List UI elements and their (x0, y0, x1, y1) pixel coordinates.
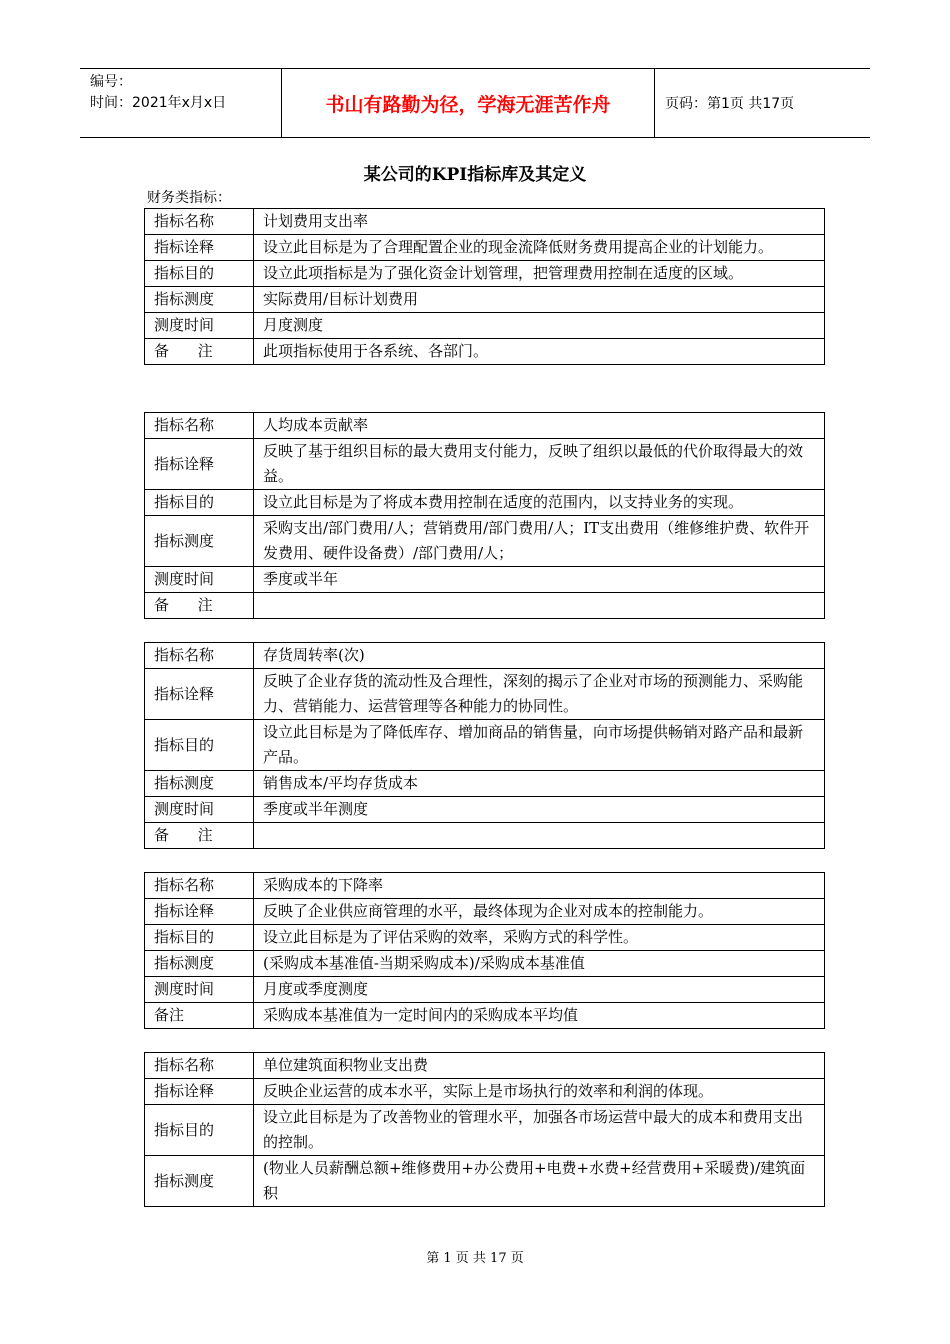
row-value: 实际费用/目标计划费用 (254, 287, 825, 313)
row-value: 采购成本的下降率 (254, 873, 825, 899)
row-label: 指标名称 (145, 413, 254, 439)
row-value: 反映了基于组织目标的最大费用支付能力，反映了组织以最低的代价取得最大的效益。 (254, 439, 825, 490)
header-page-number: 页码：第1页 共17页 (665, 96, 795, 112)
row-value: 人均成本贡献率 (254, 413, 825, 439)
table-row (145, 720, 825, 771)
row-value: 单位建筑面积物业支出费 (254, 1053, 825, 1079)
table-row (145, 1053, 825, 1079)
row-label: 测度时间 (145, 977, 254, 1003)
row-label: 测度时间 (145, 313, 254, 339)
kpi-table-2 (144, 412, 825, 619)
table-row (145, 669, 825, 720)
kpi-table-3 (144, 642, 825, 849)
header-number: 编号： (90, 74, 132, 90)
section-heading: 财务类指标： (147, 190, 231, 206)
table-row (145, 490, 825, 516)
row-label: 指标诠释 (145, 1079, 254, 1105)
document-title: 某公司的KPI指标库及其定义 (363, 165, 587, 185)
row-value: 设立此目标是为了改善物业的管理水平，加强各市场运营中最大的成本和费用支出的控制。 (254, 1105, 825, 1156)
table-row (145, 1156, 825, 1207)
row-value (254, 593, 825, 619)
header-motto: 书山有路勤为径，学海无涯苦作舟 (282, 69, 655, 137)
row-value: 采购成本基准值为一定时间内的采购成本平均值 (254, 1003, 825, 1029)
row-label: 指标测度 (145, 771, 254, 797)
row-value: 反映了企业存货的流动性及合理性，深刻的揭示了企业对市场的预测能力、采购能力、营销能力、运营管理等各种能力的协同性。 (254, 669, 825, 720)
row-value: 设立此目标是为了将成本费用控制在适度的范围内，以支持业务的实现。 (254, 490, 825, 516)
kpi-table-5 (144, 1052, 825, 1207)
table-row (145, 771, 825, 797)
row-label: 指标目的 (145, 490, 254, 516)
row-label: 指标诠释 (145, 235, 254, 261)
row-value: 月度或季度测度 (254, 977, 825, 1003)
row-value: 此项指标使用于各系统、各部门。 (254, 339, 825, 365)
row-value: 设立此项指标是为了强化资金计划管理，把管理费用控制在适度的区域。 (254, 261, 825, 287)
table-row (145, 951, 825, 977)
table-row (145, 1079, 825, 1105)
row-value: 存货周转率(次) (254, 643, 825, 669)
table-row (145, 1105, 825, 1156)
row-value: 月度测度 (254, 313, 825, 339)
row-value (254, 823, 825, 849)
row-label: 指标测度 (145, 516, 254, 567)
page-footer: 第 1 页 共 17 页 (426, 1251, 524, 1266)
kpi-table-1 (144, 208, 825, 365)
row-label: 备 注 (145, 339, 254, 365)
row-value: 季度或半年 (254, 567, 825, 593)
row-value: 设立此目标是为了降低库存、增加商品的销售量，向市场提供畅销对路产品和最新产品。 (254, 720, 825, 771)
row-label: 指标目的 (145, 720, 254, 771)
row-value: 反映了企业供应商管理的水平，最终体现为企业对成本的控制能力。 (254, 899, 825, 925)
row-label: 指标名称 (145, 643, 254, 669)
document-header (80, 68, 870, 138)
row-label: 备注 (145, 1003, 254, 1029)
table-row (145, 339, 825, 365)
row-label: 指标诠释 (145, 899, 254, 925)
kpi-table-4 (144, 872, 825, 1029)
table-row (145, 643, 825, 669)
table-row (145, 899, 825, 925)
table-row (145, 439, 825, 490)
table-row (145, 261, 825, 287)
row-label: 指标目的 (145, 925, 254, 951)
table-row (145, 235, 825, 261)
row-label: 指标名称 (145, 209, 254, 235)
table-row (145, 209, 825, 235)
row-label: 指标测度 (145, 1156, 254, 1207)
table-row (145, 1003, 825, 1029)
row-value: 销售成本/平均存货成本 (254, 771, 825, 797)
header-time: 时间：2021年x月x日 (90, 95, 227, 111)
row-value: 设立此目标是为了评估采购的效率，采购方式的科学性。 (254, 925, 825, 951)
table-row (145, 797, 825, 823)
table-row (145, 823, 825, 849)
row-value: 反映企业运营的成本水平，实际上是市场执行的效率和利润的体现。 (254, 1079, 825, 1105)
table-row (145, 977, 825, 1003)
table-row (145, 593, 825, 619)
row-value: 设立此目标是为了合理配置企业的现金流降低财务费用提高企业的计划能力。 (254, 235, 825, 261)
row-label: 指标名称 (145, 1053, 254, 1079)
row-value: (采购成本基准值-当期采购成本)/采购成本基准值 (254, 951, 825, 977)
row-value: 计划费用支出率 (254, 209, 825, 235)
table-row (145, 313, 825, 339)
row-label: 指标诠释 (145, 439, 254, 490)
row-label: 测度时间 (145, 797, 254, 823)
row-value: (物业人员薪酬总额+维修费用+办公费用+电费+水费+经营费用+采暖费)/建筑面积 (254, 1156, 825, 1207)
row-label: 指标目的 (145, 261, 254, 287)
row-label: 指标测度 (145, 287, 254, 313)
table-row (145, 873, 825, 899)
row-label: 指标名称 (145, 873, 254, 899)
row-label: 备 注 (145, 823, 254, 849)
row-value: 采购支出/部门费用/人；营销费用/部门费用/人；IT支出费用（维修维护费、软件开发费用、硬件设备费）/部门费用/人； (254, 516, 825, 567)
table-row (145, 516, 825, 567)
row-label: 指标诠释 (145, 669, 254, 720)
table-row (145, 413, 825, 439)
table-row (145, 925, 825, 951)
header-meta (80, 69, 282, 137)
row-label: 指标测度 (145, 951, 254, 977)
table-row (145, 567, 825, 593)
row-label: 测度时间 (145, 567, 254, 593)
row-value: 季度或半年测度 (254, 797, 825, 823)
row-label: 指标目的 (145, 1105, 254, 1156)
row-label: 备 注 (145, 593, 254, 619)
table-row (145, 287, 825, 313)
